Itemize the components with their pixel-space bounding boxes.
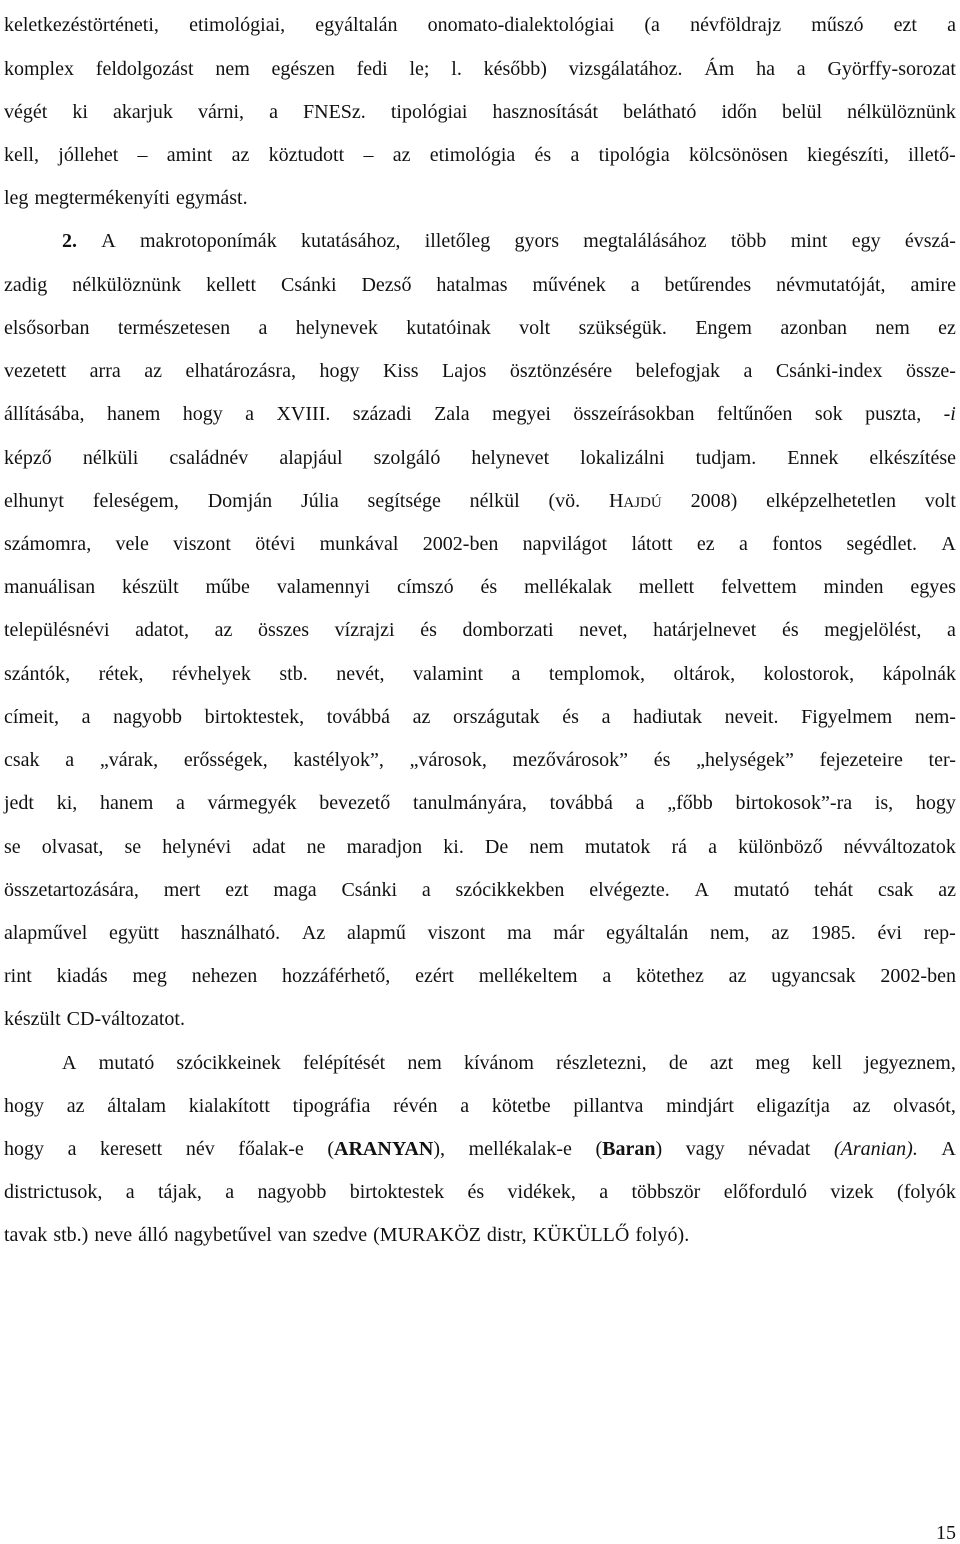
text-line: számomra, vele viszont ötévi munkával 2002-ben napvilágot látott ez a fontos segédlet. A [4, 533, 956, 555]
text-line: címeit, a nagyobb birtoktestek, továbbá az országutak és a hadiutak neveit. Figyelmem nem- [4, 706, 956, 728]
text-line: hogy az általam kialakított tipográfia révén a kötetbe pillantva mindjárt eligazítja az olvasót, [4, 1095, 956, 1117]
text-line: zadig nélkülöznünk kellett Csánki Dezső hatalmas művének a betűrendes névmutatóját, amire [4, 274, 956, 296]
text-line: készült CD-változatot. [4, 1008, 185, 1030]
text-line: tavak stb.) neve álló nagybetűvel van szedve (MURAKÖZ distr, KÜKÜLLŐ folyó). [4, 1224, 690, 1246]
text-line: manuálisan készült műbe valamennyi címszó és mellékalak mellett felvettem minden egyes [4, 576, 956, 598]
text-line: keletkezéstörténeti, etimológiai, egyáltalán onomato-dialektológiai (a névföldrajz műszó ezt a [4, 14, 956, 36]
text-line: összetartozására, mert ezt maga Csánki a szócikkekben elvégezte. A mutató tehát csak az [4, 879, 956, 901]
text-line: csak a „várak, erősségek, kastélyok”, „városok, mezővárosok” és „helységek” fejezeteire ter- [4, 749, 956, 771]
text-line: se olvasat, se helynévi adat ne maradjon ki. De nem mutatok rá a különböző névváltozatok [4, 836, 956, 858]
text-line: districtusok, a tájak, a nagyobb birtoktestek és vidékek, a többször előforduló vizek (folyók [4, 1181, 956, 1203]
text-line: kell, jóllehet – amint az köztudott – az etimológia és a tipológia kölcsönösen kiegészíti, illető- [4, 144, 956, 166]
text-line: leg megtermékenyíti egymást. [4, 187, 248, 209]
text-line: hogy a keresett név főalak-e (ARANYAN), mellékalak-e (Baran) vagy névadat (Aranian). A [4, 1138, 956, 1160]
text-line: elhunyt feleségem, Domján Júlia segítsége nélkül (vö. HAJDÚ 2008) elképzelhetetlen volt [4, 490, 956, 512]
text-line: képző nélküli családnév alapjául szolgáló helynevet lokalizálni tudjam. Ennek elkészítése [4, 447, 956, 469]
text-line: rint kiadás meg nehezen hozzáférhető, ezért mellékeltem a kötethez az ugyancsak 2002-ben [4, 965, 956, 987]
text-line: szántók, rétek, révhelyek stb. nevét, valamint a templomok, oltárok, kolostorok, kápolnák [4, 663, 956, 685]
text-line: elsősorban természetesen a helynevek kutatóinak volt szükségük. Engem azonban nem ez [4, 317, 956, 339]
page-number: 15 [936, 1522, 956, 1544]
text-line: jedt ki, hanem a vármegyék bevezető tanulmányára, továbbá a „főbb birtokosok”-ra is, hogy [4, 792, 956, 814]
text-line: alapművel együtt használható. Az alapmű viszont ma már egyáltalán nem, az 1985. évi rep- [4, 922, 956, 944]
text-line: vezetett arra az elhatározásra, hogy Kiss Lajos ösztönzésére belefogjak a Csánki-index össze- [4, 360, 956, 382]
text-line: komplex feldolgozást nem egészen fedi le; l. később) vizsgálatához. Ám ha a Györffy-sorozat [4, 58, 956, 80]
text-line: 2. A makrotoponímák kutatásához, illetőleg gyors megtalálásához több mint egy évszá- [62, 230, 956, 252]
text-line: településnévi adatot, az összes vízrajzi és domborzati nevet, határjelnevet és megjelölést, a [4, 619, 956, 641]
text-line: A mutató szócikkeinek felépítését nem kívánom részletezni, de azt meg kell jegyeznem, [62, 1052, 956, 1074]
text-line: végét ki akarjuk várni, a FNESz. tipológiai hasznosítását belátható időn belül nélkülöznünk [4, 101, 956, 123]
text-line: állításába, hanem hogy a XVIII. századi Zala megyei összeírásokban feltűnően sok puszta, -i [4, 403, 956, 425]
